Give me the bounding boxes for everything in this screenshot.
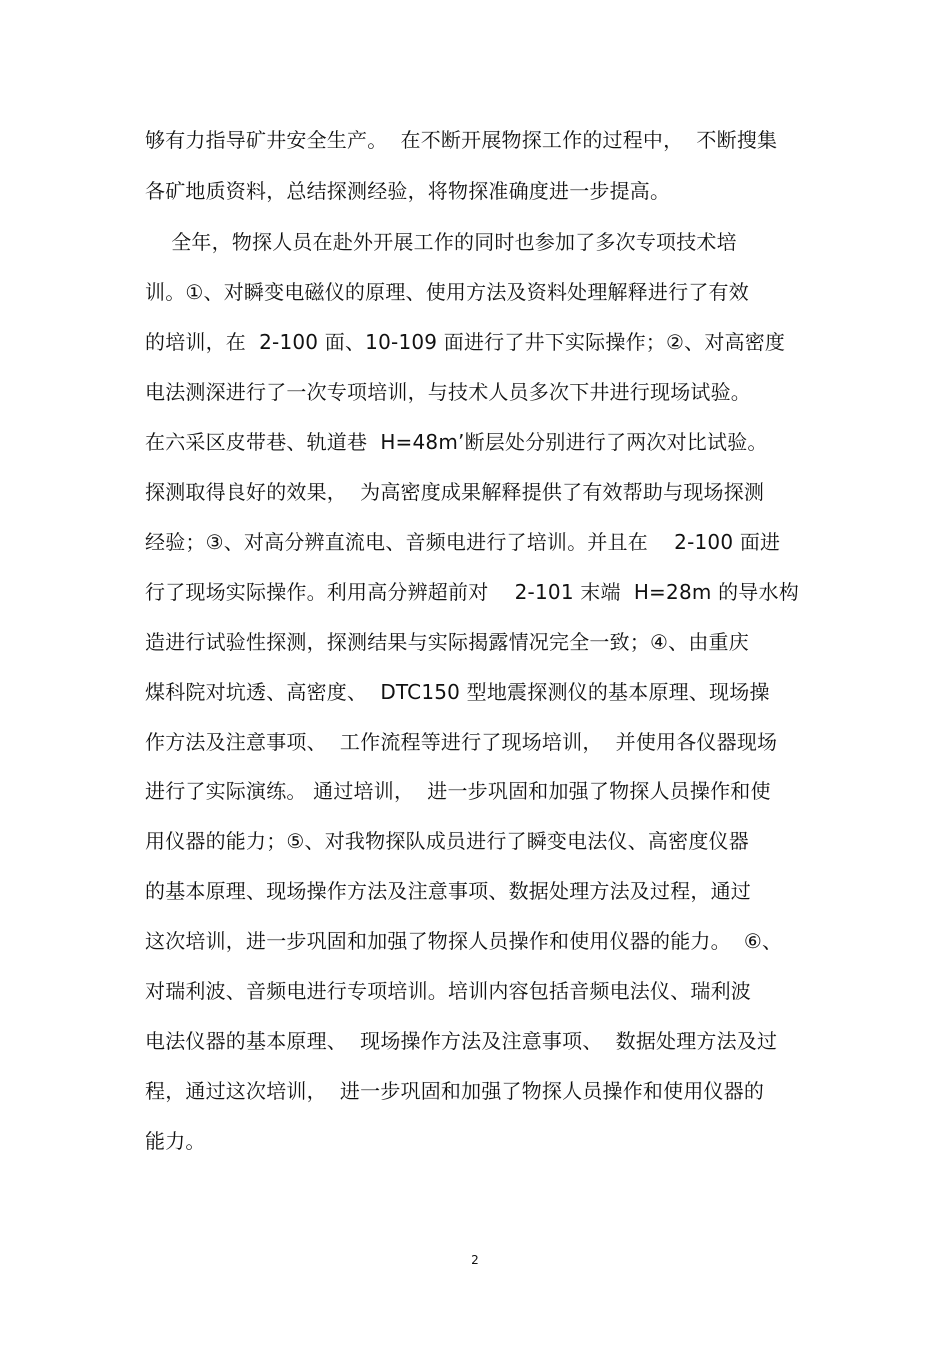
text-line: 这次培训，进一步巩固和加强了物探人员操作和使用仪器的能力。 ⑥、 xyxy=(145,929,783,953)
text-line: 程，通过这次培训， 进一步巩固和加强了物探人员操作和使用仪器的 xyxy=(145,1079,765,1103)
text-line: 能力。 xyxy=(145,1129,206,1153)
text-line: 探测取得良好的效果， 为高密度成果解释提供了有效帮助与现场探测 xyxy=(145,480,765,504)
text-line: 用仪器的能力；⑤、对我物探队成员进行了瞬变电法仪、高密度仪器 xyxy=(145,829,749,853)
page-number: 2 xyxy=(471,1253,479,1267)
text-line: 各矿地质资料，总结探测经验，将物探准确度进一步提高。 xyxy=(145,179,671,203)
text-line: 够有力指导矿井安全生产。 在不断开展物探工作的过程中， 不断搜集 xyxy=(145,128,778,152)
text-line: 对瑞利波、音频电进行专项培训。培训内容包括音频电法仪、瑞利波 xyxy=(145,979,751,1003)
text-line: 电法测深进行了一次专项培训，与技术人员多次下井进行现场试验。 xyxy=(145,380,751,404)
text-line: 全年，物探人员在赴外开展工作的同时也参加了多次专项技术培 xyxy=(145,230,737,254)
text-line: 作方法及注意事项、 工作流程等进行了现场培训， 并使用各仪器现场 xyxy=(145,730,778,754)
text-line: 电法仪器的基本原理、 现场操作方法及注意事项、 数据处理方法及过 xyxy=(145,1029,778,1053)
text-line: 在六采区皮带巷、轨道巷 H=48m’断层处分别进行了两次对比试验。 xyxy=(145,430,768,454)
text-line: 的基本原理、现场操作方法及注意事项、数据处理方法及过程，通过 xyxy=(145,879,751,903)
text-line: 进行了实际演练。 通过培训， 进一步巩固和加强了物探人员操作和使 xyxy=(145,779,771,803)
text-line: 煤科院对坑透、高密度、 DTC150 型地震探测仪的基本原理、现场操 xyxy=(145,680,770,704)
text-line: 的培训，在 2-100 面、10-109 面进行了井下实际操作；②、对高密度 xyxy=(145,330,786,354)
text-line: 造进行试验性探测，探测结果与实际揭露情况完全一致；④、由重庆 xyxy=(145,630,749,654)
text-line: 行了现场实际操作。利用高分辨超前对 2-101 末端 H=28m 的导水构 xyxy=(145,580,799,604)
text-line: 训。①、对瞬变电磁仪的原理、使用方法及资料处理解释进行了有效 xyxy=(145,280,749,304)
text-line: 经验；③、对高分辨直流电、音频电进行了培训。并且在 2-100 面进 xyxy=(145,530,781,554)
